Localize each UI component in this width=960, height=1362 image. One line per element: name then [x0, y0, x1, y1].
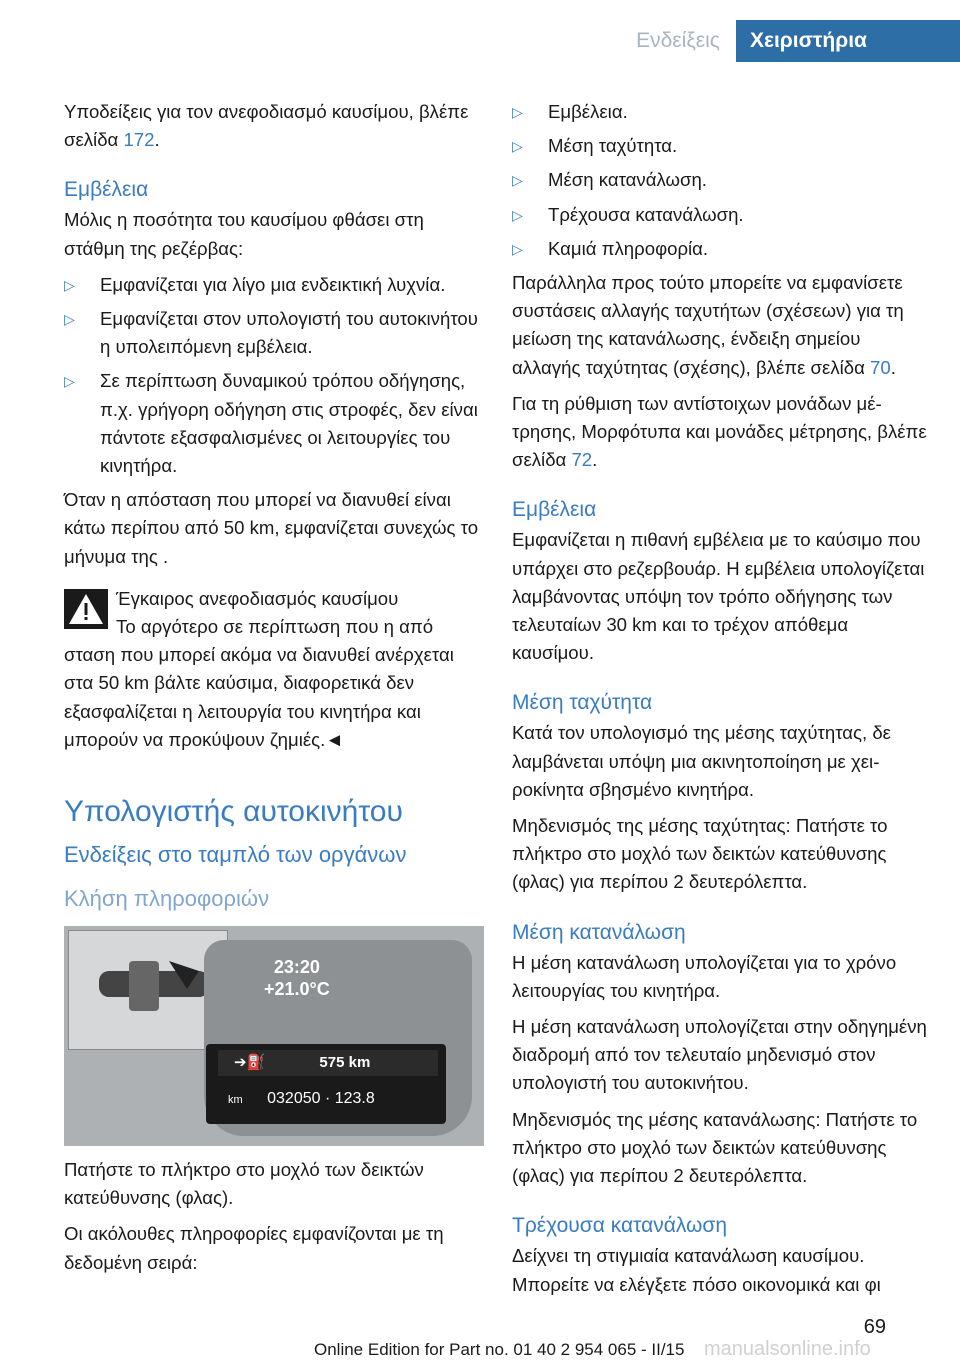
avg-consumption-paragraph-1: Η μέση κατανάλωση υπολογίζεται για το χρόνο λειτουργίας του κινητήρα.	[512, 951, 897, 1001]
list-item-text: Μέση κατανάλωση.	[548, 169, 707, 191]
page-link-72[interactable]: 72	[571, 449, 593, 471]
list-item	[512, 132, 932, 160]
triangle-bullet-icon: ▷	[64, 276, 75, 293]
list-item	[512, 166, 932, 194]
range-paragraph-right: Εμφανίζεται η πιθανή εμβέλεια με το καύσιμο που υπάρχει στο ρεζερβουάρ. Η εμβέλεια υπολογίζεται λαμβάνοντας υπόψη τον τρόπο οδήγησης των τελευταίων 30 km και το τρέχον απόθεμα καυσίμου.	[512, 529, 925, 664]
clock-display	[264, 956, 330, 1000]
page-number: 69	[863, 1316, 886, 1338]
right-column	[512, 98, 932, 1307]
list-item	[64, 305, 484, 361]
subsection-title: Ενδείξεις στο ταμπλό των οργάνων	[64, 842, 407, 868]
watermark: manualsonline.info	[704, 1338, 871, 1360]
warning-body-rest: σταση που μπορεί ακόμα να διανυθεί ανέρχεται στα 50 km βάλτε καύσιμα, διαφορετικά δεν εξασφαλίζεται η λειτουργία του κινητήρα και μπορούν να προκύψουν ζημιές.◄	[64, 644, 454, 750]
list-item	[64, 367, 484, 480]
avg-consumption-paragraph-3: Μηδενισμός της μέσης κατανάλωσης: Πατήστε το πλήκτρο στο μοχλό των δεικτών κατεύθυνσης (φλας) για περίπου 2 δευτερόλεπτα.	[512, 1108, 918, 1187]
warning-title: Έγκαιρος ανεφοδιασμός καυσίμου	[116, 587, 399, 609]
intro-text: Υποδείξεις για τον ανεφοδιασμό καυσίμου, βλέπε σελίδα	[64, 101, 469, 151]
list-item-text: Εμφανίζεται στον υπολογιστή του αυτοκινήτου η υπολειπόμενη εμβέλεια.	[100, 308, 478, 358]
triangle-bullet-icon: ▷	[512, 240, 523, 257]
list-item	[512, 235, 932, 263]
range-heading: Εμβέλεια	[64, 178, 149, 202]
odometer-row	[218, 1084, 438, 1114]
avg-consumption-heading: Μέση κατανάλωση	[512, 920, 686, 944]
range-display-row	[218, 1050, 438, 1076]
triangle-bullet-icon: ▷	[512, 138, 523, 155]
avg-consumption-paragraph-2: Η μέση κατανάλωση υπολογίζεται στην οδηγημένη διαδρομή από τον τελευταίο μηδενισμό στον υπολογιστή του αυτοκινήτου.	[512, 1016, 927, 1094]
triangle-bullet-icon: ▷	[512, 172, 523, 189]
fuel-pump-icon: ➔⛽	[234, 1054, 266, 1072]
instrument-cluster-photo	[64, 926, 484, 1146]
clock-time: 23:20	[273, 957, 320, 978]
list-item-text: Τρέχουσα κατανάλωση.	[548, 203, 744, 225]
range-value: 575 km	[319, 1054, 371, 1072]
current-consumption-paragraph: Δείχνει τη στιγμιαία κατανάλωση καυσίμου. Μπορείτε να ελέγξετε πόσο οικονομικά και φι	[512, 1245, 881, 1295]
range-bullet-list	[64, 271, 484, 480]
warning-body-line-1: Το αργότερο σε περίπτωση που η από	[116, 616, 434, 638]
triangle-bullet-icon: ▷	[512, 206, 523, 223]
list-item-text: Εμφανίζεται για λίγο μια ενδεικτική λυχνία.	[100, 273, 446, 295]
list-item	[512, 98, 932, 126]
triangle-bullet-icon: ▷	[64, 311, 75, 328]
warning-icon	[64, 589, 108, 629]
left-column	[64, 98, 484, 1285]
tab-indicators[interactable]: Ενδείξεις	[636, 29, 720, 52]
info-order-list	[512, 98, 932, 263]
list-item-text: Μέση ταχύτητα.	[548, 135, 678, 157]
tab-controls[interactable]: Χειριστήρια	[736, 20, 960, 62]
list-item	[512, 201, 932, 229]
range-paragraph-2: Όταν η απόσταση που μπορεί να διανυθεί είναι κάτω περίπου από 50 km, εμφανίζεται συνεχώς το μήνυμα της .	[64, 489, 479, 567]
list-item-text: Εμβέλεια.	[548, 101, 628, 122]
warning-box	[64, 585, 484, 754]
after-photo-paragraph-1: Πατήστε το πλήκτρο στο μοχλό των δεικτών κατεύθυνσης (φλας).	[64, 1159, 424, 1209]
gear-shift-text: Παράλληλα προς τούτο μπορείτε να εμφανίσετε συστάσεις αλλαγής ταχυτήτων (σχέσεων) για τη μείωση της κατανάλωσης, ένδειξη σημείου αλλαγής ταχύτητας (σχέσης), βλέπε σελίδα	[512, 272, 904, 378]
units-text: Για τη ρύθμιση των αντίστοιχων μονάδων μέτρησης, Μορφότυπα και μονάδες μέτρησης, βλέπε σελίδα	[512, 392, 927, 471]
avg-speed-paragraph-2: Μηδενισμός της μέσης ταχύτητας: Πατήστε το πλήκτρο στο μοχλό των δεικτών κατεύθυνσης (φλας) για περίπου 2 δευτερόλεπτα.	[512, 815, 888, 893]
range-paragraph-1: Μόλις η ποσότητα του καυσίμου φθάσει στη στάθμη της ρεζέρβας:	[64, 209, 424, 259]
page-link-172[interactable]: 172	[123, 129, 155, 151]
triangle-bullet-icon: ▷	[512, 104, 523, 120]
page-link-70[interactable]: 70	[870, 356, 891, 378]
km-label: km	[228, 1094, 243, 1107]
list-item	[64, 271, 484, 299]
intro-paragraph: Υποδείξεις για τον ανεφοδιασμό καυσίμου, βλέπε σελίδα 172.	[64, 101, 469, 151]
units-paragraph: Για τη ρύθμιση των αντίστοιχων μονάδων μέτρησης, Μορφότυπα και μονάδες μέτρησης, βλέπε σελίδα 72.	[512, 392, 927, 471]
after-photo-paragraph-2: Οι ακόλουθες πληροφορίες εμφανίζονται με τη δεδομένη σειρά:	[64, 1223, 444, 1273]
edition-footer: Online Edition for Part no. 01 40 2 954 065 - II/15	[314, 1340, 685, 1359]
gear-shift-paragraph: Παράλληλα προς τούτο μπορείτε να εμφανίσετε συστάσεις αλλαγής ταχυτήτων (σχέσεων) για τη μείωση της κατανάλωσης, ένδειξη σημείου αλλαγής ταχύτητας (σχέσης), βλέπε σελίδα 70.	[512, 272, 904, 378]
avg-speed-heading: Μέση ταχύτητα	[512, 691, 653, 715]
list-item-text: Σε περίπτωση δυναμικού τρόπου οδήγησης, π.χ. γρήγορη οδήγηση στις στροφές, δεν είναι πάντοτε εξασφαλισμένες οι λειτουργίες του κινητήρα.	[100, 370, 478, 477]
current-consumption-heading: Τρέχουσα κατανάλωση	[512, 1214, 728, 1238]
odometer-value: 032050 · 123.8	[267, 1090, 375, 1108]
range-heading-right: Εμβέλεια	[512, 498, 597, 522]
page-header	[0, 0, 960, 62]
outside-temperature: +21.0°C	[264, 979, 330, 1000]
avg-speed-paragraph-1: Κατά τον υπολογισμό της μέσης ταχύτητας, δε λαμβάνεται υπόψη μια ακινητοποίηση με χειροκίνητα σβησμένο κινητήρα.	[512, 722, 891, 800]
triangle-bullet-icon: ▷	[64, 373, 75, 390]
section-title: Υπολογιστής αυτοκινήτου	[64, 795, 403, 829]
subsubsection-title: Κλήση πληροφοριών	[64, 886, 270, 912]
list-item-text: Καμιά πληροφορία.	[548, 237, 709, 259]
